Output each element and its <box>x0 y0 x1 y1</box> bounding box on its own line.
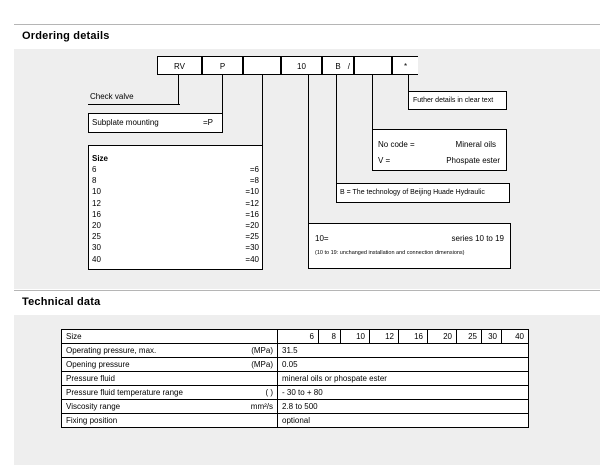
code-b: B <box>335 62 341 71</box>
size-option-code: =20 <box>245 221 259 230</box>
row-value: 31.5 <box>278 344 529 358</box>
table-row-size <box>62 330 529 344</box>
technical-data-title: Technical data <box>22 296 101 308</box>
size-cell: 20 <box>428 330 457 344</box>
size-cell: 16 <box>399 330 428 344</box>
table-row <box>62 414 529 428</box>
table-row <box>62 400 529 414</box>
row-value: 0.05 <box>278 358 529 372</box>
technology-box <box>336 183 510 203</box>
size-option-value: 12 <box>92 198 101 208</box>
code-cell-rv: RV <box>157 56 202 75</box>
subplate-code: =P <box>203 118 214 127</box>
technical-data-table <box>61 329 529 428</box>
row-label: Opening pressure <box>62 358 237 372</box>
code-slash: / <box>347 62 350 71</box>
fluid-mineral: Mineral oils <box>455 140 496 149</box>
row-label: Fixing position <box>62 414 237 428</box>
connector-size <box>262 75 263 145</box>
series-code: 10= <box>315 234 329 243</box>
size-cell: 6 <box>278 330 319 344</box>
row-unit: mm²/s <box>237 400 278 414</box>
size-title: Size <box>92 154 109 163</box>
check-valve-label <box>88 90 180 105</box>
size-option-code: =12 <box>245 198 259 208</box>
size-option-value: 10 <box>92 187 101 197</box>
technical-data-header <box>14 290 600 316</box>
fluid-v: V = <box>378 156 391 165</box>
size-option-code: =16 <box>245 209 259 219</box>
row-value: - 30 to + 80 <box>278 386 529 400</box>
row-value: 2.8 to 500 <box>278 400 529 414</box>
code-cell-details: * <box>392 56 418 75</box>
size-option-value: 40 <box>92 254 101 264</box>
connector-fluid <box>372 75 373 129</box>
size-cell: 30 <box>482 330 502 344</box>
row-value: mineral oils or phospate ester <box>278 372 529 386</box>
connector-details <box>408 75 409 91</box>
size-cell: 25 <box>457 330 482 344</box>
row-unit: (MPa) <box>237 358 278 372</box>
connector-subplate <box>222 75 223 113</box>
row-unit: (MPa) <box>237 344 278 358</box>
row-value: optional <box>278 414 529 428</box>
size-box <box>88 145 263 270</box>
size-option-value: 8 <box>92 176 97 186</box>
size-option-code: =6 <box>249 165 259 174</box>
code-cell-p: P <box>202 56 243 75</box>
row-label: Pressure fluid <box>62 372 237 386</box>
connector-series <box>308 75 309 223</box>
size-option-value: 6 <box>92 165 97 174</box>
fluid-phosphate: Phospate ester <box>446 156 500 165</box>
series-box <box>308 223 511 269</box>
size-cell: 8 <box>319 330 341 344</box>
size-label-cell: Size <box>62 330 278 344</box>
connector-technology <box>336 75 337 183</box>
table-row <box>62 344 529 358</box>
row-unit: ( ) <box>237 386 278 400</box>
size-option-code: =40 <box>245 254 259 264</box>
size-option-code: =8 <box>249 176 259 186</box>
row-label: Operating pressure, max. <box>62 344 237 358</box>
size-option-value: 20 <box>92 221 101 230</box>
further-details-text: Futher details in clear text <box>413 97 494 104</box>
size-option-value: 25 <box>92 232 101 242</box>
fluid-no-code: No code = <box>378 140 415 149</box>
row-label: Pressure fluid temperature range <box>62 386 237 400</box>
code-cell-technology <box>322 56 354 75</box>
check-valve-text: Check valve <box>90 92 134 101</box>
subplate-mounting-box <box>88 113 223 133</box>
row-unit <box>237 372 278 386</box>
size-cell: 12 <box>370 330 399 344</box>
size-option-value: 16 <box>92 209 101 219</box>
size-option-value: 30 <box>92 243 101 253</box>
size-option-code: =25 <box>245 232 259 242</box>
row-unit <box>237 414 278 428</box>
code-cell-series: 10 <box>281 56 322 75</box>
subplate-label: Subplate mounting <box>92 118 159 127</box>
code-cell-size <box>243 56 281 75</box>
size-option-code: =30 <box>245 243 259 253</box>
size-cell: 10 <box>341 330 370 344</box>
size-cell: 40 <box>502 330 529 344</box>
series-text: series 10 to 19 <box>451 234 504 243</box>
technology-text: B = The technology of Beijing Huade Hydraulic <box>340 189 485 196</box>
ordering-details-header <box>14 24 600 50</box>
code-cell-fluid <box>354 56 392 75</box>
size-option-code: =10 <box>245 187 259 197</box>
further-details-box <box>408 91 507 110</box>
ordering-details-title: Ordering details <box>22 30 110 42</box>
row-label: Viscosity range <box>62 400 237 414</box>
table-row <box>62 372 529 386</box>
series-note: (10 to 19: unchanged installation and connection dimensions) <box>315 250 465 256</box>
fluid-box <box>372 129 507 171</box>
table-row <box>62 386 529 400</box>
table-row <box>62 358 529 372</box>
